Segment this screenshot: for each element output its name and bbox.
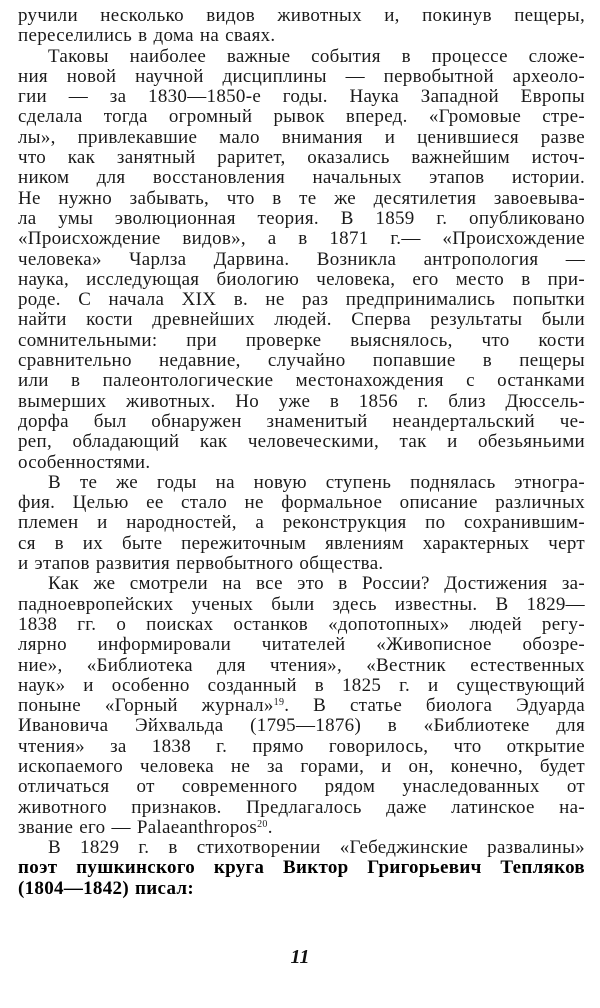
line-text: лы», привлекавшие мало внимания и ценившиеся разве [18,126,585,148]
line-text: и этапов развития первобытного общества. [18,553,384,575]
text-line [18,777,585,797]
line-text: (1804—1842) писал: [18,877,195,899]
text-line [18,128,585,148]
line-text: или в палеонтологические местонахождения с останками [18,370,585,392]
line-text: чтения» за 1838 г. прямо говорилось, что открытие [18,735,585,757]
line-text: сделала тогда огромный рывок вперед. «Громовые стре- [18,106,585,128]
text-line [18,47,585,67]
text-line [18,798,585,818]
line-text-continued: . В статье биолога Эдуарда [284,695,585,717]
line-text: племен и народностей, а реконструкция по сохранившим- [18,512,585,534]
line-text: ся в их быте пережиточным явлениям характерных черт [18,532,585,554]
text-line [18,574,585,594]
text-line [18,290,585,310]
page-number: 11 [290,946,310,968]
line-text-continued: . [267,816,273,838]
line-text: поныне «Горный журнал» [18,695,274,717]
line-text: Не нужно забывать, что в те же десятилетия завоевыва- [18,187,585,209]
text-line [18,250,585,270]
line-text: особенностями. [18,451,151,473]
text-line [18,879,585,899]
text-line [18,189,585,209]
text-line [18,87,585,107]
line-text: ручили несколько видов животных и, покинув пещеры, [18,5,585,26]
text-line [18,858,585,878]
footnote-marker: 20 [257,818,268,830]
line-text: сомнительными: при проверке выяснялось, что кости [18,329,585,351]
text-line [18,432,585,452]
line-text: сравнительно недавние, случайно попавшие в пещеры [18,350,585,372]
line-text: наук» и особенно созданный в 1825 г. и существующий [18,674,585,696]
text-line [18,270,585,290]
line-text: ние», «Библиотека для чтения», «Вестник естественных [18,654,585,676]
text-line [18,757,585,777]
text-line [18,656,585,676]
text-line [18,310,585,330]
text-line [18,493,585,513]
text-line [18,635,585,655]
line-text: В те же годы на новую ступень поднялась этногра- [48,471,585,493]
text-line [18,818,585,838]
line-text: ния новой научной дисциплины — первобытной археоло- [18,65,585,87]
line-text: поэт пушкинского круга Виктор Григорьевич Тепляков [18,857,585,879]
line-text: ископаемого человека не за горами, и он, конечно, будет [18,755,585,777]
text-line [18,595,585,615]
text-line [18,716,585,736]
line-text: «Происхождение видов», а в 1871 г.— «Происхождение [18,228,585,250]
line-text: Таковы наиболее важные события в процессе сложе- [48,45,585,67]
text-line [18,838,585,858]
text-line [18,148,585,168]
text-line [18,351,585,371]
text-line [18,696,585,716]
line-text: что как занятный раритет, оказались важнейшим источ- [18,147,585,169]
text-line [18,676,585,696]
line-text: Как же смотрели на все это в России? Достижения за- [48,573,585,595]
footnote-marker: 19 [273,697,285,709]
line-text: отличаться от современного рядом унаследованных от [18,776,585,798]
line-text: роде. С начала XIX в. не раз предпринимались попытки [18,289,585,311]
line-text: найти кости древнейших людей. Сперва результаты были [18,309,585,331]
text-line [18,209,585,229]
line-text: падноевропейских ученых были здесь известны. В 1829— [18,593,585,615]
text-line [18,453,585,473]
text-line [18,412,585,432]
text-line [18,229,585,249]
line-text: наука, исследующая биологию человека, его место в при- [18,268,585,290]
text-line [18,67,585,87]
line-text: Ивановича Эйхвальда (1795—1876) в «Библиотеке для [18,715,585,737]
text-line [18,473,585,493]
text-line [18,513,585,533]
line-text: В 1829 г. в стихотворении «Гебеджинские развалины» [48,837,585,859]
text-line [18,168,585,188]
line-text: лярно информировали читателей «Живописное обозре- [18,634,585,656]
line-text: 1838 гг. о поисках останков «допотопных» людей регу- [18,613,585,635]
text-line [18,392,585,412]
text-line [18,6,585,26]
line-text: ником для восстановления начальных этапов истории. [18,167,585,189]
line-text: фия. Целью ее стало не формальное описание различных [18,492,585,514]
line-text: ла умы эволюционная теория. В 1859 г. опубликовано [18,207,585,229]
line-text: звание его — Palaeanthropos [18,816,258,838]
line-text: переселились в дома на сваях. [18,25,276,47]
text-line [18,371,585,391]
line-text: гии — за 1830—1850-е годы. Наука Западной Европы [18,86,585,108]
text-line [18,615,585,635]
line-text: животного признаков. Предлагалось даже латинское на- [18,796,585,818]
text-line [18,554,585,574]
line-text: дорфа был обнаружен знаменитый неандертальский че- [18,410,585,432]
text-line [18,26,585,46]
line-text: вымерших животных. Но уже в 1856 г. близ Дюссель- [18,390,585,412]
line-text: человека» Чарлза Дарвина. Возникла антропология — [18,248,585,270]
text-line [18,331,585,351]
text-line [18,534,585,554]
line-text: реп, обладающий как человеческими, так и обезьяньими [18,431,585,453]
page-body-text [18,6,585,899]
text-line [18,737,585,757]
text-line [18,107,585,127]
